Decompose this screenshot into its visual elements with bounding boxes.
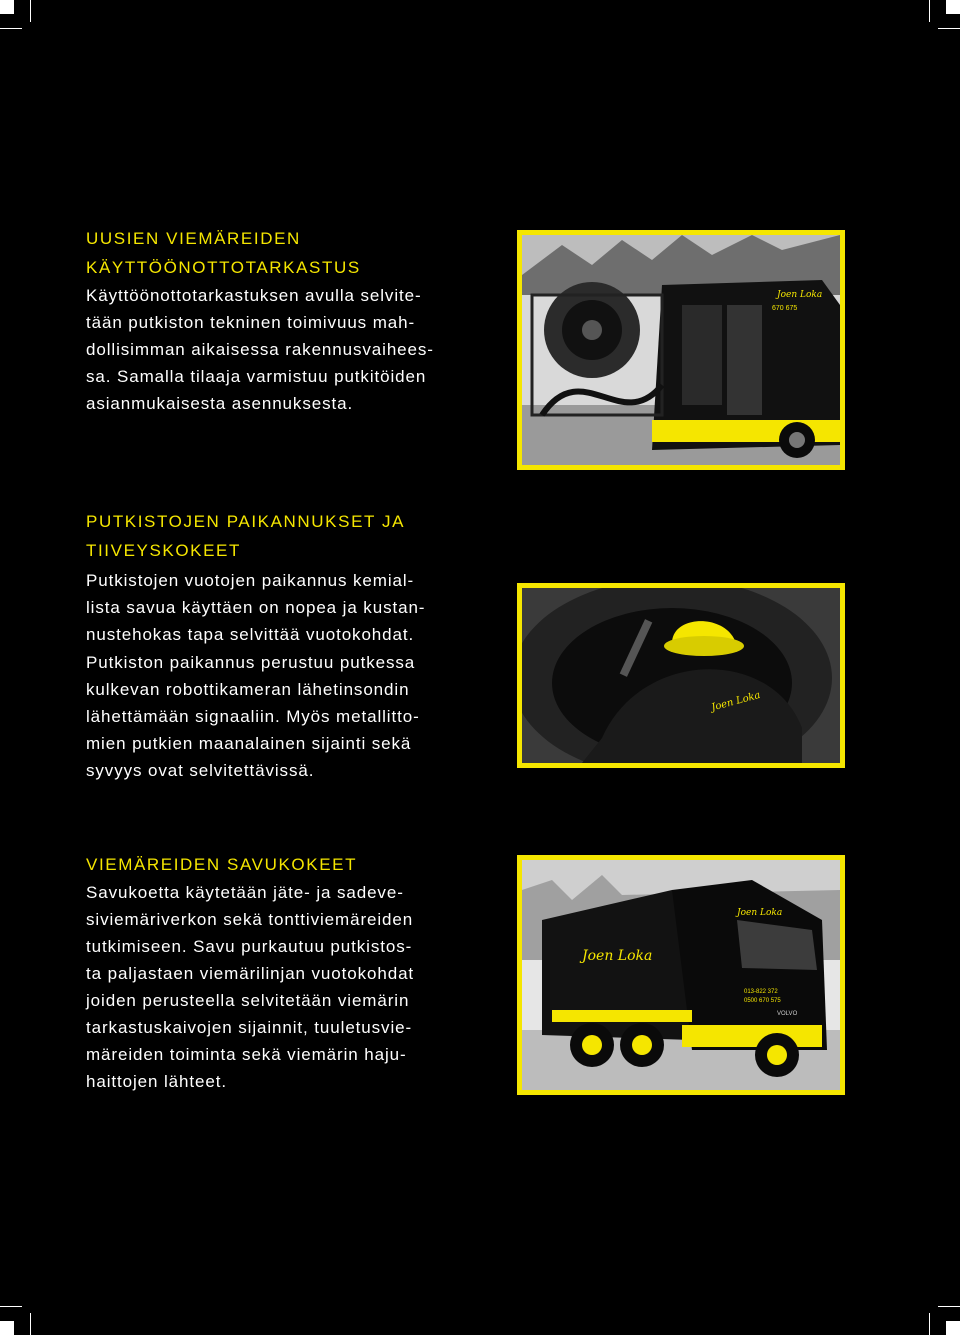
section-body: Putkistojen vuotojen paikannus kemial- lista savua käyttäen on nopea ja kustan- nustehokas tapa selvittää vuotokohdat. Putkiston paikannus perustuu putkessa kulkevan robottikameran lähetinsondin lähettämään signaaliin. Myös metallitto- mien putkien maanalainen sijainti sekä syvyys ovat selvitettävissä. <box>86 571 426 781</box>
crop-mark <box>30 1313 31 1335</box>
cab-logo-text: Joen Loka <box>737 908 783 918</box>
crop-mark <box>929 1313 930 1335</box>
van-phone-text: 670 675 <box>772 305 798 312</box>
crop-corner-bottom-left <box>0 1321 14 1335</box>
section-kayttoonottotarkastus <box>86 224 496 417</box>
heading-line: PUTKISTOJEN PAIKANNUKSET JA <box>86 512 406 531</box>
crop-mark <box>30 0 31 22</box>
section-heading <box>86 850 496 879</box>
worker-logo-text: Joen Loka <box>710 689 762 714</box>
section-paikannukset <box>86 507 496 785</box>
truck-brand-text: VOLVO <box>777 1011 798 1017</box>
crop-mark <box>929 0 930 22</box>
section-body: Käyttöönottotarkastuksen avulla selvite- tään putkiston tekninen toimivuus mah- dollisimman aikaisessa rakennusvaihees- sa. Samalla tilaaja varmistuu putkitöiden asianmukaisesta asennuksesta. <box>86 286 434 413</box>
crop-corner-bottom-right <box>946 1321 960 1335</box>
section-body: Savukoetta käytetään jäte- ja sadeve- siviemäriverkon sekä tonttiviemäreiden tutkimiseen. Savu purkautuu putkistos- ta paljastaen viemärilinjan vuotokohdat joiden perusteella selvitetään viemärin tarkastuskaivojen sijainnit, tuuletusvie- märeiden toiminta sekä viemärin haju- haittojen lähteet. <box>86 883 415 1091</box>
truck-phone-text-2: 0500 670 575 <box>744 998 781 1004</box>
heading-line: VIEMÄREIDEN SAVUKOKEET <box>86 855 358 874</box>
section-heading <box>86 224 496 282</box>
worker-manhole-photo <box>517 583 845 768</box>
crop-mark <box>938 28 960 29</box>
truck-phone-text: 013-822 372 <box>744 989 778 995</box>
heading-line: UUSIEN VIEMÄREIDEN <box>86 229 301 248</box>
crop-mark <box>0 1306 22 1307</box>
section-heading <box>86 507 496 565</box>
van-logo-text: Joen Loka <box>777 290 823 300</box>
crop-mark <box>938 1306 960 1307</box>
crop-corner-top-right <box>946 0 960 14</box>
heading-line: TIIVEYSKOKEET <box>86 541 241 560</box>
van-hose-reel-photo <box>517 230 845 470</box>
section-savukokeet <box>86 850 496 1095</box>
truck-logo-text: Joen Loka <box>582 948 653 964</box>
tanker-truck-photo <box>517 855 845 1095</box>
heading-line: KÄYTTÖÖNOTTOTARKASTUS <box>86 258 361 277</box>
crop-corner-top-left <box>0 0 14 14</box>
crop-mark <box>0 28 22 29</box>
